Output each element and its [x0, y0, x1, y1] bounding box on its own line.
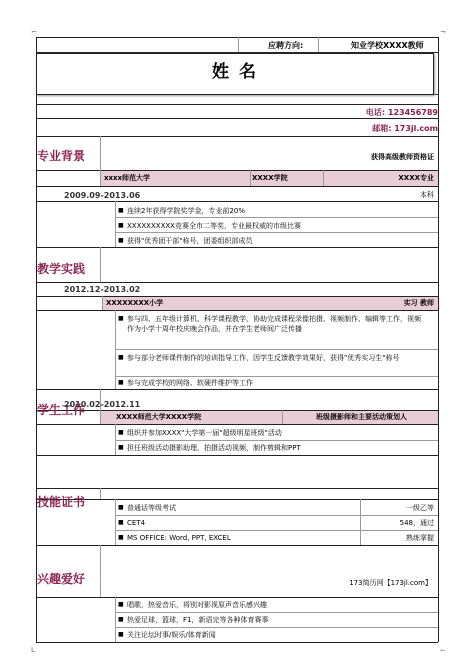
- bullet-icon: ■: [118, 354, 124, 361]
- bullet-icon: ■: [118, 601, 124, 608]
- education-award: 获得高级教师资格证: [371, 153, 434, 161]
- skill-level: 548，通过: [399, 519, 434, 527]
- education-item: 连续2年获得学院奖学金，专业前20%: [127, 207, 246, 215]
- student-work-section-title: 学生工作: [37, 403, 86, 417]
- candidate-name: 姓 名: [212, 62, 258, 82]
- skill-level: 一级乙等: [406, 504, 434, 512]
- bullet-icon: ■: [118, 519, 124, 526]
- bullet-icon: ■: [118, 631, 124, 638]
- practice-period: 2012.12-2013.02: [64, 285, 141, 294]
- student-work-item: 担任班级活动摄影助理，拍摄活动视频，制作剪辑和PPT: [127, 444, 301, 452]
- practice-item: 参与四、五年级计算机、科学课程教学，协助完成课程录像拍摄、视频制作、编辑等工作，视频作为小学十周年校庆晚会作品，并在学生老师间广泛传播: [127, 315, 421, 333]
- bullet-icon: ■: [118, 222, 124, 229]
- bullet-icon: ■: [118, 616, 124, 623]
- hobby-item: 关注论坛时事/娱乐/体育新闻: [127, 631, 216, 639]
- credit-line: 173简历网【173jl.com】: [349, 579, 432, 587]
- skill-name: 普通话等级考试: [127, 504, 176, 512]
- practice-item: 参与部分老师课件制作的培训指导工作，因学生反馈教学效果好，获得"优秀实习生"称号: [127, 354, 400, 362]
- practice-role: 实习 教师: [403, 299, 434, 307]
- bullet-icon: ■: [118, 315, 124, 322]
- bullet-icon: ■: [118, 534, 124, 541]
- hobbies-section-title: 兴趣爱好: [37, 572, 86, 586]
- skills-section-title: 技能证书: [37, 495, 86, 509]
- bullet-icon: ■: [118, 504, 124, 511]
- education-period: 2009.09-2013.06: [64, 191, 141, 200]
- bullet-icon: ■: [118, 429, 124, 436]
- bullet-icon: ■: [118, 379, 124, 386]
- education-college: XXXX学院: [252, 174, 288, 182]
- page-corner-mark: ⌐: [31, 28, 37, 36]
- education-item: XXXXXXXXXX竞赛全市二等奖，专业最权威的市级比赛: [127, 222, 301, 230]
- practice-school: XXXXXXXX小学: [106, 299, 164, 307]
- student-work-org: XXXX师范大学XXXX学院: [116, 413, 202, 421]
- student-work-item: 组织并参加XXXX"大学第一届"超级明星班级"活动: [127, 429, 282, 437]
- education-section-title: 专业背景: [37, 149, 86, 163]
- hobby-item: 热爱足球，篮球，F1，新语完等各种体育赛事: [127, 616, 269, 624]
- skill-level: 熟练掌握: [406, 534, 434, 542]
- page-corner-mark: L: [31, 646, 35, 654]
- phone: 电话: 123456789: [365, 108, 438, 117]
- practice-item: 参与完成学校的网络、软硬件维护等工作: [127, 379, 253, 387]
- page-corner-mark: ¬: [440, 28, 446, 36]
- skill-name: MS OFFICE: Word, PPT, EXCEL: [127, 534, 231, 542]
- target-position-label: 应聘方向:: [268, 41, 304, 50]
- email: 邮箱: 173jl.com: [372, 124, 438, 133]
- education-degree: 本科: [420, 191, 434, 199]
- education-major: XXXX专业: [398, 174, 434, 182]
- target-position-value: 知业学校XXXX教师: [351, 41, 424, 50]
- student-work-role: 班级摄影师和主要活动策划人: [316, 413, 407, 421]
- education-item: 获得"优秀团干部"称号，团委组织部成员: [127, 237, 253, 245]
- hobby-item: 唱歌，热爱音乐，将别对影视原声音乐感兴趣: [127, 601, 267, 609]
- bullet-icon: ■: [118, 207, 124, 214]
- bullet-icon: ■: [118, 237, 124, 244]
- bullet-icon: ■: [118, 444, 124, 451]
- education-school: xxxx师范大学: [104, 174, 151, 182]
- page-corner-mark: ⌙: [440, 646, 446, 654]
- practice-section-title: 教学实践: [37, 262, 86, 276]
- student-work-period: 2010.02-2012.11: [64, 400, 141, 409]
- skill-name: CET4: [127, 519, 146, 527]
